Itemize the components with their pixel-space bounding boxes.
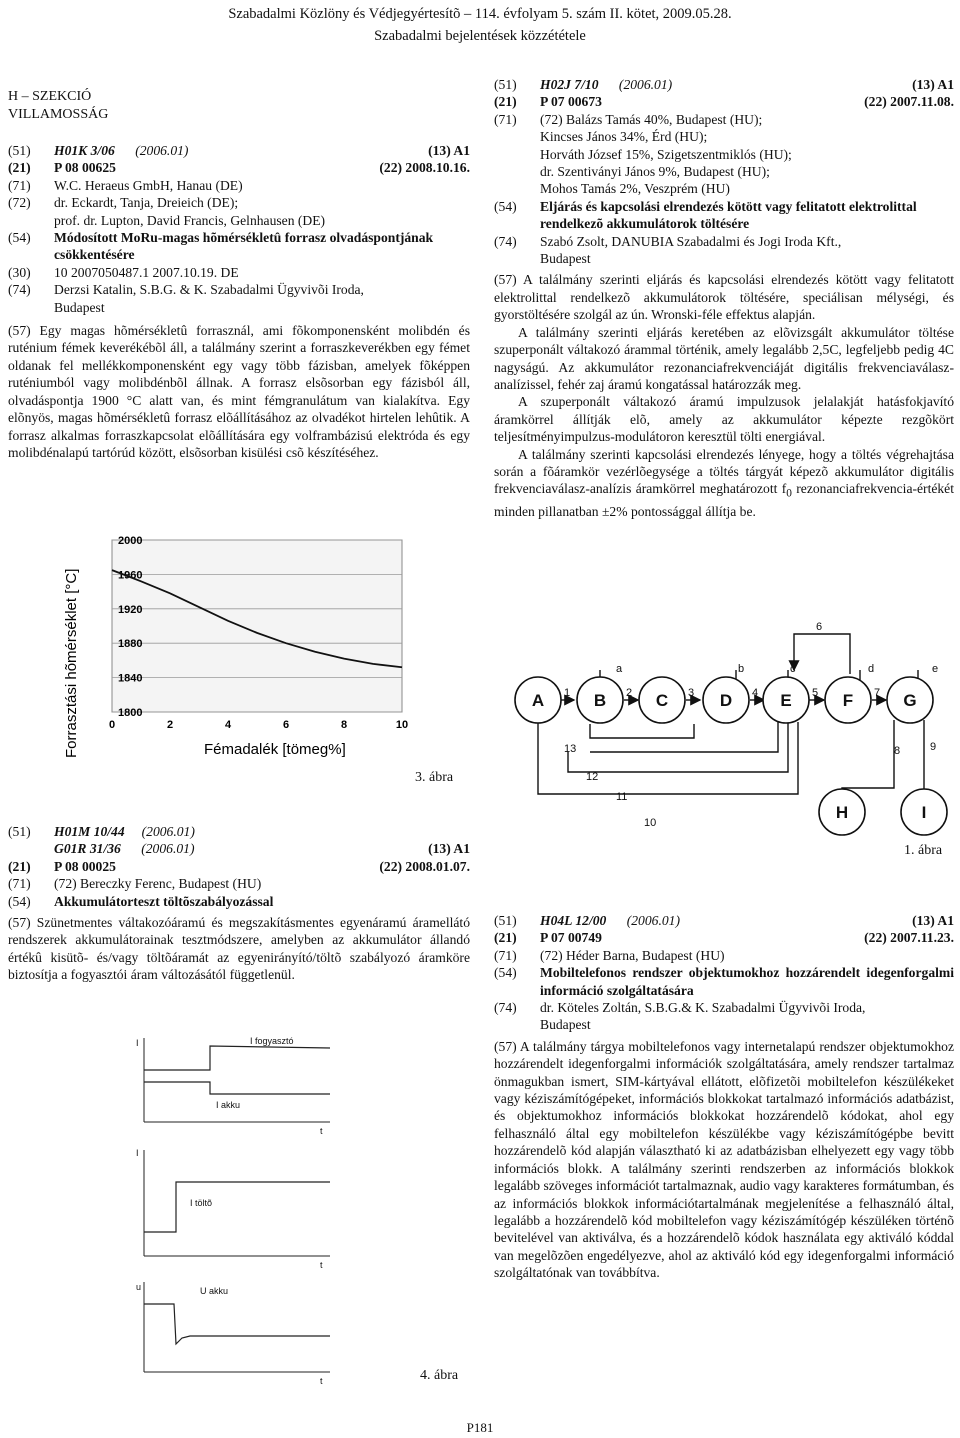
panel2-label-tolto: I töltõ [190, 1198, 213, 1208]
section-letter: H – SZEKCIÓ [8, 89, 92, 104]
chart-xtick-label: 8 [340, 719, 348, 731]
panel1-ylabel: I [136, 1038, 139, 1048]
chart-xlabel: Fémadalék [tömeg%] [204, 741, 346, 758]
chart-xtick-label: 6 [282, 719, 290, 731]
letter-b: b [738, 663, 745, 675]
field-71: (71) (72) Bereczky Ferenc, Budapest (HU) [8, 876, 262, 892]
chart-ytick-label: 2000 [118, 535, 143, 547]
node-i-label: I [921, 803, 927, 822]
edge-label-5: 5 [812, 687, 819, 699]
entry-h02j: (51) H02J 7/10 (2006.01) (13) A1 (21) P 07 00673 (22) 2007.11.08. (71) (72) Balázs Tamás 40%, Budapest (HU); Kincses János 34%, Érd (HU); Horváth József 15%, Szigetszentmiklós (HU); dr. Szentiványi János 9%, Budapest (HU); Mohos Tamás 2%, Veszprém (HU) (54) Eljárás és kapcsolási elrendezés kötött vagy felitatott elektrolittal rendelkezõ akkumulátorok töltésére (74) Szabó Zsolt, DANUBIA Szabadalmi és Jogi Iroda Kft., Budapest (57) A találmány szerinti eljárás és kapcsolási elrendezés kötött vagy felitatott elektrolittal rendelkezõ akkumulátorok töltésére, speciálisan mélységi, és gyorstöltésére szolgál az ún. Wronski-féle effektus alapján. A találmány szerinti eljárás keretében az elõvizsgált akkumulátor töltése szuperponált váltakozó árammal történik, amely legalább 2,5C, legfeljebb pedig 4C nagyságú. Az akkumulátor rezonanciafrekvenciáját digitális frekvenciaválasz-analízissel, fehér zaj áramú kongatással határozzák meg. A szuperponált váltakozó áramú impulzusok jelalakját hatásfokjavító áramkörrel állítják elõ, amely az akkumulátor képezte rezgõkört teljesítményimpulzus-modulátoron keresztül tölti energiával. A találmány szerinti kapcsolási elrendezés lényege, hogy a töltés végrehajtása során a fõáramkör vezérlõegysége a töltés tárgyát képezõ akkumulátor digitális frekvenciaválasz-analízis áramkörrel meghatározott $f_0$ rezonanciafrekvencia-értékét minden pillanatban ±2% pontossággal állítja be. [494, 77, 954, 520]
edge-label-13: 13 [564, 743, 577, 755]
chart-plot-area [112, 540, 402, 712]
edge-label-6: 6 [816, 621, 823, 633]
panel2-ylabel: I [136, 1148, 139, 1158]
chart-xtick-label: 2 [166, 719, 174, 731]
abstract-h02j-p4: A találmány szerinti kapcsolási elrendezés lényege, hogy a töltés végrehajtása során a fõáramkör vezérlõegysége a töltés tárgyát képezõ akkumulátor digitális frekvenciaválasz-analízis áramkörrel meghatározott $f_0$ rezonanciafrekvencia-értékét minden pillanatban ±2% pontossággal állítja be. [494, 446, 954, 520]
chart-xtick-label: 0 [108, 719, 116, 731]
field-54: (54) Módosított MoRu-magas hõmérsékletû forrasz olvadáspontjának csökkentésére [8, 230, 434, 263]
node-a-label: A [531, 691, 545, 710]
panel2-t: t [320, 1260, 323, 1270]
edge-label-7: 7 [874, 687, 881, 699]
letter-a: a [616, 663, 623, 675]
field-71: (71) W.C. Heraeus GmbH, Hanau (DE) [8, 177, 243, 193]
chart-xtick-label: 4 [224, 719, 232, 731]
field-51: (51) H04L 12/00 (2006.01) (13) A1 [494, 913, 954, 928]
chart-ytick-label: 1840 [118, 672, 143, 685]
page-number: P181 [466, 1420, 494, 1435]
abstract-h02j-p1: (57) A találmány szerinti eljárás és kapcsolási elrendezés kötött vagy felitatott elektrolittal rendelkezõ akkumulátorok töltésére, speciálisan mélységi, és gyorstöltésére szolgál az ún. Wronski-féle effektus alapján. [494, 272, 954, 323]
edge-label-3: 3 [688, 687, 695, 699]
field-74: (74) Szabó Zsolt, DANUBIA Szabadalmi és Jogi Iroda Kft., [494, 233, 842, 249]
figure-1-caption: 1. ábra [904, 843, 943, 858]
field-51b: G01R 31/36 (2006.01) (13) A1 [54, 841, 470, 857]
letter-e: e [932, 663, 939, 675]
field-21: (21) P 08 00625 (22) 2008.10.16. [8, 160, 470, 176]
chart-xtick-label: 10 [395, 719, 409, 731]
edge-label-4: 4 [752, 687, 759, 699]
field-74: (74) dr. Köteles Zoltán, S.B.G.& K. Szabadalmi Ügyvivõi Iroda, [494, 1000, 866, 1016]
field-21: (21) P 07 00673 (22) 2007.11.08. [494, 94, 954, 110]
waveform-i-tolto [144, 1182, 330, 1232]
entry-h01m [8, 823, 470, 984]
chart-ytick-label: 1920 [118, 603, 143, 616]
field-74: (74) Derzsi Katalin, S.B.G. & K. Szabadalmi Ügyvivõi Iroda, [8, 282, 364, 298]
figure-4-waveforms [130, 1032, 360, 1392]
field-71: (71) (72) Héder Barna, Budapest (HU) [494, 947, 725, 963]
edge-label-9: 9 [930, 741, 937, 753]
chart-ytick-label: 1960 [118, 569, 143, 582]
edge-label-11: 11 [616, 791, 628, 803]
figure-1-diagram [498, 612, 958, 844]
letter-c: c [790, 663, 796, 675]
edge-label-2: 2 [626, 687, 633, 699]
gazette-subheader: Szabadalmi bejelentések közzététele [374, 28, 586, 44]
field-54: (54) Mobiltelefonos rendszer objektumokhoz hozzárendelt idegenforgalmi információ szolgáltatására [494, 965, 954, 998]
field-54: (54) Eljárás és kapcsolási elrendezés kötött vagy felitatott elektrolittal rendelkezõ akkumulátorok töltésére [494, 198, 917, 232]
abstract-h01k: (57) Egy magas hõmérsékletû forrasznál, ami fõkomponensként molibdén és ruténium fémek keverékébõl áll, a találmány szerint a forraszkeverékben egy fémet oldanak fel mellékkomponensként egy vagy több fázisban, amelyek fõképpen ruténiumból vagy molibdénbõl állnak. A forrasz elsõsorban egy fázisból áll, olvadáspontja 1900 °C alatt van, és mint fémgranulátum van kialakítva. Egy elõnyös, magas hõmérsékletû forrasz elõállításához az olvadékot hirtelen lehûtik. A forrasz alkalmas forraszkapcsolat elõállítására egy volframbázisú elektróda és egy molibdénalapú tartórúd között, elsõsorban kisülési csõ készítéséhez. [8, 323, 470, 460]
node-b-label: B [593, 691, 607, 710]
field-54: (54) Akkumulátorteszt töltõszabályozással [8, 893, 274, 909]
abstract-h01m: (57) Szünetmentes váltakozóáramú és megszakításmentes egyenáramú áramellátó rendszerek akkumulátorainak tesztmódszere, amelyben az akkumulátor állandó értékû kisütõ- és/vagy töltõáramát az egyenirányító/töltõ szabályozó áramköre biztosítja a fogyasztói áram változásától függetlenül. [8, 915, 470, 983]
entry-h04l: (51) H04L 12/00 (2006.01) (13) A1 (21) P 07 00749 (22) 2007.11.23. (71) (72) Héder Barna, Budapest (HU) (54) Mobiltelefonos rendszer objektumokhoz hozzárendelt idegenforgalmi információ szolgáltatására (74) dr. Köteles Zoltán, S.B.G.& K. Szabadalmi Ügyvivõi Iroda, Budapest (57) A találmány tárgya mobiltelefonos vagy internetalapú rendszer objektumokhoz hozzárendelt idegenforgalmi információk szolgáltatására, amely rendszer tartalmaz önmagukban ismert, SIM-kártyával ellátott, elõfizetõi mobiltelefon készülékeket vagy kéziszámítógépeket, információs blokkokat tartalmazó információs adatbázist, és objektumokhoz információs blokkokat hozzárendelõ kódokat, ahol egy felhasználó által egy mobiltelefon készülékbe vagy kéziszámítógépbe bevitt hozzárendelõ kód alapján választható ki az adatbázisban elhelyezett egy vagy több információs blokk. A találmány szerinti rendszerben az információs blokkok legalább szöveges információt tartalmaznak, audio vagy karakteres formátumban, és az információs blokkok információtartalmának megjelenítése a felhasználó által, legalább a hozzárendelõ kód mobiltelefon vagy kéziszámítógép készüléken történõ bevitelével van aktiválva, és a hozzárendelõ kódok használata egy aktiváló kóddal van megelõzõen engedélyezve, ahol az aktiváló kód egy idegenforgalmi információ szolgáltatónak van továbbítva. [494, 913, 954, 1281]
field-72: (72) dr. Eckardt, Tanja, Dreieich (DE); [8, 195, 239, 211]
panel3-ylabel: u [136, 1282, 142, 1292]
waveform-i-akku [144, 1082, 330, 1094]
field-71: (71) (72) Balázs Tamás 40%, Budapest (HU); [494, 111, 763, 127]
figure-4-caption: 4. ábra [420, 1368, 459, 1383]
panel1-t: t [320, 1126, 323, 1136]
gazette-header: Szabadalmi Közlöny és Védjegyértesítõ – 114. évfolyam 5. szám II. kötet, 2009.05.28. [228, 6, 732, 22]
field-21: (21) P 07 00749 (22) 2007.11.23. [494, 930, 954, 946]
abstract-h02j-p3: A szuperponált váltakozó áramú impulzusok jelalakját hatásfokjavító áramkörrel állítják elõ, amely az akkumulátor képezte rezgõkört teljesítményimpulzus-modulátoron keresztül tölti energiával. [494, 394, 954, 445]
waveform-u-akku [144, 1304, 330, 1344]
entry-h01k: H – SZEKCIÓ VILLAMOSSÁG (51) H01K 3/06 (2006.01) (13) A1 (21) P 08 00625 (22) 2008.10.16. (71) W.C. Heraeus GmbH, Hanau (DE) (72) dr. Eckardt, Tanja, Dreieich (DE); prof. dr. Lupton, David Francis, Gelnhausen (DE) (54) Módosított MoRu-magas hõmérsékletû forrasz olvadáspontjának csökkentésére (30) 10 2007050487.1 2007.10.19. DE (74) Derzsi Katalin, S.B.G. & K. Szabadalmi Ügyvivõi Iroda, Budapest (57) Egy magas hõmérsékletû forrasznál, ami fõkomponensként molibdén és ruténium fémek keverékébõl áll, a találmány szerint a forraszkeverékben egy fémet oldanak fel mellékkomponensként egy vagy több fázisban, amelyek fõképpen ruténiumból vagy molibdénbõl állnak. A forrasz elsõsorban egy fázisból áll, olvadáspontja 1900 °C alatt van, és mint fémgranulátum van kialakítva. Egy elõnyös, magas hõmérsékletû forrasz elõállításához az olvadékot hirtelen lehûtik. A forrasz alkalmas forraszkapcsolat elõállítására egy volframbázisú elektróda és egy molibdénalapú tartórúd között, elsõsorban kisülési csõ készítéséhez. [8, 89, 470, 460]
chart-ylabel: Forrasztási hõmérséklet [°C] [63, 568, 80, 758]
abstract-h02j-p2: A találmány szerinti eljárás keretében az elõvizsgált akkumulátor töltése szuperponált váltakozó árammal történik, amely legalább 2,5C, legfeljebb pedig 4C nagyságú. Az akkumulátor rezonanciafrekvenciáját digitális frekvenciaválasz-analízissel, fehér zaj áramú kongatással határozzák meg. [494, 324, 954, 392]
panel3-label-uakku: U akku [200, 1286, 229, 1296]
field-51: (51) H01K 3/06 (2006.01) (13) A1 [8, 143, 470, 158]
chart-ytick-label: 1800 [118, 707, 143, 719]
edge-label-1: 1 [564, 687, 571, 699]
node-c-label: C [655, 691, 669, 710]
node-e-label: E [780, 691, 792, 710]
node-g-label: G [903, 691, 917, 710]
edge-label-10: 10 [644, 817, 657, 829]
field-30: (30) 10 2007050487.1 2007.10.19. DE [8, 264, 239, 280]
edge-label-8: 8 [894, 745, 901, 757]
field-21: (21) P 08 00025 (22) 2008.01.07. [8, 858, 470, 874]
field-51: (51) H02J 7/10 (2006.01) (13) A1 [494, 77, 954, 92]
node-f-label: F [842, 691, 854, 710]
panel1-label-fogyaszto: I fogyasztó [250, 1036, 294, 1046]
field-51: (51) H01M 10/44 (2006.01) [8, 824, 195, 839]
chart-ytick-label: 1880 [118, 638, 143, 651]
letter-d: d [868, 663, 875, 675]
panel1-label-akku: I akku [216, 1100, 241, 1110]
section-name: VILLAMOSSÁG [8, 107, 109, 122]
panel3-t: t [320, 1376, 323, 1386]
figure-3-caption: 3. ábra [415, 770, 454, 785]
node-h-label: H [835, 803, 849, 822]
waveform-i-fogyaszto [144, 1046, 330, 1070]
figure-3-chart [56, 530, 436, 770]
abstract-h04l: (57) A találmány tárgya mobiltelefonos vagy internetalapú rendszer objektumokhoz hozzárendelt idegenforgalmi információk szolgáltatására, amely rendszer tartalmaz önmagukban ismert, SIM-kártyával ellátott, elõfizetõi mobiltelefon készülékeket vagy kéziszámítógépeket, információs blokkokat tartalmazó információs adatbázist, és objektumokhoz információs blokkokat hozzárendelõ kódokat, ahol egy felhasználó által egy mobiltelefon készülékbe vagy kéziszámítógépbe bevitt hozzárendelõ kód alapján választható ki az adatbázisban elhelyezett egy vagy több információs blokk. A találmány szerinti rendszerben az információs blokkok legalább szöveges információt tartalmaznak, audio vagy karakteres formátumban, és az információs blokkok információtartalmának megjelenítése a felhasználó által, legalább a hozzárendelõ kód mobiltelefon vagy kéziszámítógép készüléken történõ bevitelével van aktiválva, és a hozzárendelõ kódok használata egy aktiváló kóddal van megelõzõen engedélyezve, ahol az aktiváló kód egy idegenforgalmi információ szolgáltatónak van továbbítva. [494, 1038, 954, 1281]
edge-label-12: 12 [586, 771, 599, 783]
node-d-label: D [719, 691, 733, 710]
